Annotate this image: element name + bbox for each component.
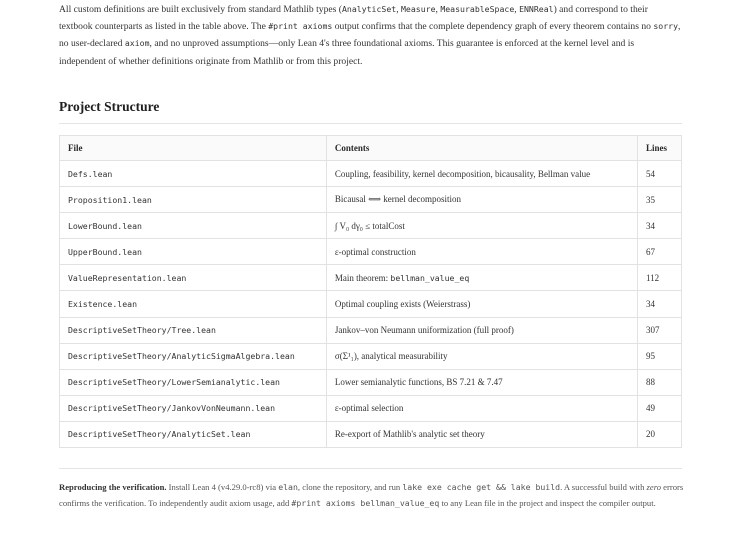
file-cell: DescriptiveSetTheory/AnalyticSet.lean	[60, 421, 327, 447]
column-header-file: File	[60, 136, 327, 161]
table-row	[60, 369, 682, 395]
contents-cell: Bicausal ⟺ kernel decomposition	[326, 187, 637, 213]
file-cell: UpperBound.lean	[60, 239, 327, 265]
section-divider	[59, 123, 682, 124]
code-measurablespace: MeasurableSpace	[440, 4, 515, 14]
contents-cell: Optimal coupling exists (Weierstrass)	[326, 291, 637, 317]
contents-cell: Main theorem: bellman_value_eq	[326, 265, 637, 291]
table-row	[60, 421, 682, 447]
table-row	[60, 291, 682, 317]
table-row	[60, 343, 682, 369]
footer-divider	[59, 468, 682, 469]
project-structure-table	[59, 135, 682, 448]
file-cell: DescriptiveSetTheory/AnalyticSigmaAlgebra.lean	[60, 343, 327, 369]
file-cell: Existence.lean	[60, 291, 327, 317]
column-header-contents: Contents	[326, 136, 637, 161]
contents-cell: Coupling, feasibility, kernel decomposition, bicausality, Bellman value	[326, 161, 637, 187]
table-row	[60, 395, 682, 421]
contents-cell: ε-optimal construction	[326, 239, 637, 265]
contents-cell: Lower semianalytic functions, BS 7.21 & 7.47	[326, 369, 637, 395]
file-cell: DescriptiveSetTheory/LowerSemianalytic.lean	[60, 369, 327, 395]
table-row	[60, 187, 682, 213]
code-sorry: sorry	[653, 21, 679, 32]
contents-cell: ∫ V₀ dγ₀ ≤ totalCost	[326, 213, 637, 239]
contents-cell: Re-export of Mathlib's analytic set theory	[326, 421, 637, 447]
section-title: Project Structure	[59, 99, 160, 114]
table-row	[60, 317, 682, 343]
lines-cell: 34	[638, 291, 682, 317]
table-row	[60, 213, 682, 239]
lines-cell: 35	[638, 187, 682, 213]
code-analyticset: AnalyticSet	[341, 4, 397, 14]
file-cell: Proposition1.lean	[60, 187, 327, 213]
lines-cell: 67	[638, 239, 682, 265]
file-cell: DescriptiveSetTheory/JankovVonNeumann.lean	[60, 395, 327, 421]
code-lake-build: lake exe cache get && lake build	[402, 482, 561, 492]
lines-cell: 54	[638, 161, 682, 187]
table-row	[60, 239, 682, 265]
footer-lead: Reproducing the verification.	[59, 482, 167, 492]
table-row	[60, 265, 682, 291]
code-measure: Measure	[401, 4, 436, 14]
code-print-axioms-cmd: #print axioms bellman_value_eq	[291, 498, 440, 508]
lines-cell: 20	[638, 421, 682, 447]
code-ennreal: ENNReal	[519, 4, 554, 14]
table-row	[60, 161, 682, 187]
lines-cell: 88	[638, 369, 682, 395]
code-print-axioms: #print axioms	[268, 21, 333, 32]
file-cell: ValueRepresentation.lean	[60, 265, 327, 291]
lines-cell: 112	[638, 265, 682, 291]
contents-cell: ε-optimal selection	[326, 395, 637, 421]
intro-paragraph: All custom definitions are built exclusively from standard Mathlib types (AnalyticSet, Measure, MeasurableSpace, ENNReal) and correspond to their textbook counterparts as listed in the table above. The #print axioms output confirms that the complete dependency graph of every theorem contains no sorry, no user-declared axiom, and no unproved assumptions—only Lean 4's three foundational axioms. This guarantee is enforced at the kernel level and is independent of whether definitions originate from Mathlib or from this project.	[59, 4, 681, 67]
lines-cell: 95	[638, 343, 682, 369]
contents-cell: σ(Σ¹₁), analytical measurability	[326, 343, 637, 369]
contents-cell: Jankov–von Neumann uniformization (full proof)	[326, 317, 637, 343]
file-cell: Defs.lean	[60, 161, 327, 187]
column-header-lines: Lines	[638, 136, 682, 161]
code-bellman-value-eq: bellman_value_eq	[390, 272, 470, 283]
lines-cell: 34	[638, 213, 682, 239]
file-cell: DescriptiveSetTheory/Tree.lean	[60, 317, 327, 343]
code-axiom: axiom	[124, 38, 150, 49]
file-cell: LowerBound.lean	[60, 213, 327, 239]
lines-cell: 49	[638, 395, 682, 421]
table-header-row	[60, 136, 682, 161]
footer-note: Reproducing the verification. Install Lean 4 (v4.29.0-rc8) via elan, clone the repository, and run lake exe cache get && lake build. A successful build with zero errors confirms the verification. To independently audit axiom usage, add #print axioms bellman_value_eq to any Lean file in the project and inspect the compiler output.	[59, 482, 684, 508]
lines-cell: 307	[638, 317, 682, 343]
code-elan: elan	[278, 482, 298, 492]
